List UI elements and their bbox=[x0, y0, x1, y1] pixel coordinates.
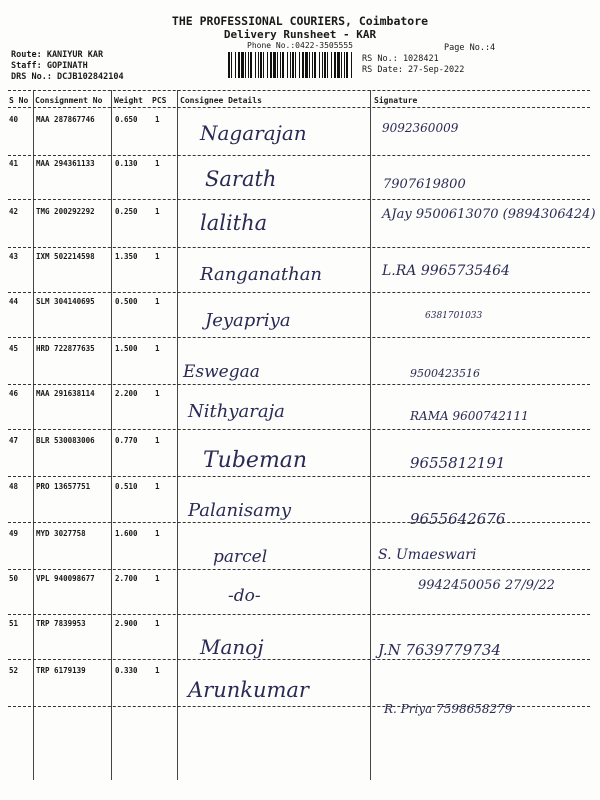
row-signature: 9942450056 27/9/22 bbox=[418, 578, 555, 593]
row-sno: 42 bbox=[9, 207, 19, 216]
drs-number: DRS No.: DCJB102842104 bbox=[11, 72, 124, 82]
col-divider-1 bbox=[33, 90, 34, 780]
row-consignee-name: Nithyaraja bbox=[188, 401, 285, 422]
row-consignee-name: Manoj bbox=[200, 635, 264, 659]
phone-number: Phone No.:0422-3505555 bbox=[247, 41, 353, 50]
row-weight: 0.500 bbox=[115, 297, 138, 306]
col-consignee: Consignee Details bbox=[180, 96, 262, 105]
row-pcs: 1 bbox=[155, 344, 160, 353]
row-divider bbox=[8, 199, 590, 200]
row-divider bbox=[8, 569, 590, 570]
col-divider-2 bbox=[111, 90, 112, 780]
col-divider-4 bbox=[370, 90, 371, 780]
row-signature: AJay 9500613070 (9894306424) bbox=[382, 207, 596, 222]
row-divider bbox=[8, 155, 590, 156]
row-weight: 2.200 bbox=[115, 389, 138, 398]
row-consignee-name: Nagarajan bbox=[200, 121, 307, 145]
row-sno: 51 bbox=[9, 619, 19, 628]
row-consignment-no: MYD 3027758 bbox=[36, 529, 86, 538]
row-weight: 1.350 bbox=[115, 252, 138, 261]
header-rule-top bbox=[8, 90, 590, 91]
row-weight: 2.700 bbox=[115, 574, 138, 583]
row-sno: 52 bbox=[9, 666, 19, 675]
col-signature: Signature bbox=[374, 96, 418, 105]
row-weight: 1.500 bbox=[115, 344, 138, 353]
row-consignment-no: TRP 7839953 bbox=[36, 619, 86, 628]
row-divider bbox=[8, 614, 590, 615]
col-weight: Weight bbox=[114, 96, 143, 105]
row-consignment-no: IXM 502214598 bbox=[36, 252, 95, 261]
rs-date: RS Date: 27-Sep-2022 bbox=[362, 65, 465, 75]
staff-label: Staff: GOPINATH bbox=[11, 61, 88, 71]
row-sno: 47 bbox=[9, 436, 19, 445]
row-pcs: 1 bbox=[155, 207, 160, 216]
row-consignee-name: Arunkumar bbox=[188, 678, 309, 702]
row-divider bbox=[8, 706, 590, 707]
row-sno: 49 bbox=[9, 529, 19, 538]
row-consignee-name: parcel bbox=[213, 547, 268, 567]
row-pcs: 1 bbox=[155, 297, 160, 306]
row-sno: 40 bbox=[9, 115, 19, 124]
row-weight: 0.650 bbox=[115, 115, 138, 124]
col-divider-3 bbox=[177, 90, 178, 780]
row-consignee-name: Palanisamy bbox=[188, 500, 292, 521]
rs-number: RS No.: 1028421 bbox=[362, 54, 439, 64]
row-consignment-no: MAA 294361133 bbox=[36, 159, 95, 168]
route-label: Route: KANIYUR KAR bbox=[11, 50, 104, 60]
row-weight: 0.770 bbox=[115, 436, 138, 445]
row-signature: 9655642676 bbox=[410, 510, 506, 528]
row-divider bbox=[8, 292, 590, 293]
row-sno: 44 bbox=[9, 297, 19, 306]
row-signature: RAMA 9600742111 bbox=[410, 409, 529, 423]
row-consignee-name: Tubeman bbox=[203, 448, 308, 473]
row-signature: 9655812191 bbox=[410, 454, 506, 472]
row-consignment-no: TRP 6179139 bbox=[36, 666, 86, 675]
row-divider bbox=[8, 659, 590, 660]
row-pcs: 1 bbox=[155, 159, 160, 168]
row-sno: 43 bbox=[9, 252, 19, 261]
barcode bbox=[228, 52, 354, 78]
row-consignment-no: VPL 940098677 bbox=[36, 574, 95, 583]
row-weight: 0.510 bbox=[115, 482, 138, 491]
row-pcs: 1 bbox=[155, 252, 160, 261]
row-weight: 0.330 bbox=[115, 666, 138, 675]
row-pcs: 1 bbox=[155, 436, 160, 445]
row-pcs: 1 bbox=[155, 574, 160, 583]
row-divider bbox=[8, 476, 590, 477]
row-consignee-name: Sarath bbox=[205, 167, 277, 191]
row-pcs: 1 bbox=[155, 389, 160, 398]
col-pcs: PCS bbox=[152, 96, 167, 105]
row-divider bbox=[8, 384, 590, 385]
row-consignment-no: PRO 13657751 bbox=[36, 482, 91, 491]
runsheet-title: THE PROFESSIONAL COURIERS, Coimbatore bbox=[171, 14, 429, 28]
row-signature: S. Umaeswari bbox=[378, 547, 477, 563]
row-sno: 46 bbox=[9, 389, 19, 398]
row-consignment-no: MAA 291638114 bbox=[36, 389, 95, 398]
row-consignee-name: Eswegaa bbox=[183, 362, 260, 382]
col-consignment: Consignment No bbox=[35, 96, 103, 105]
row-consignment-no: BLR 530083006 bbox=[36, 436, 95, 445]
row-sno: 41 bbox=[9, 159, 19, 168]
row-weight: 2.900 bbox=[115, 619, 138, 628]
row-consignment-no: TMG 200292292 bbox=[36, 207, 95, 216]
row-consignee-name: Jeyapriya bbox=[205, 310, 291, 331]
row-consignment-no: SLM 304140695 bbox=[36, 297, 95, 306]
row-pcs: 1 bbox=[155, 482, 160, 491]
row-sno: 45 bbox=[9, 344, 19, 353]
col-sno: S No bbox=[9, 96, 29, 105]
row-signature: 9092360009 bbox=[382, 121, 459, 135]
row-weight: 0.250 bbox=[115, 207, 138, 216]
row-signature: 6381701033 bbox=[425, 311, 483, 321]
row-divider bbox=[8, 522, 590, 523]
row-signature: J.N 7639779734 bbox=[378, 641, 501, 659]
runsheet-subtitle: Delivery Runsheet - KAR bbox=[223, 28, 377, 41]
row-consignee-name: lalitha bbox=[200, 211, 268, 235]
row-consignee-name: Ranganathan bbox=[200, 264, 323, 285]
row-consignee-name: -do- bbox=[228, 586, 261, 606]
row-weight: 1.600 bbox=[115, 529, 138, 538]
row-weight: 0.130 bbox=[115, 159, 138, 168]
row-divider bbox=[8, 429, 590, 430]
row-consignment-no: HRD 722877635 bbox=[36, 344, 95, 353]
row-signature: R. Priya 7598658279 bbox=[384, 702, 513, 716]
row-divider bbox=[8, 337, 590, 338]
row-pcs: 1 bbox=[155, 666, 160, 675]
row-consignment-no: MAA 287867746 bbox=[36, 115, 95, 124]
row-divider bbox=[8, 247, 590, 248]
row-sno: 50 bbox=[9, 574, 19, 583]
row-pcs: 1 bbox=[155, 115, 160, 124]
row-signature: 9500423516 bbox=[410, 367, 480, 380]
row-signature: 7907619800 bbox=[383, 177, 466, 192]
page-number: Page No.:4 bbox=[444, 43, 496, 53]
row-pcs: 1 bbox=[155, 529, 160, 538]
row-signature: L.RA 9965735464 bbox=[382, 263, 510, 279]
row-pcs: 1 bbox=[155, 619, 160, 628]
header-rule-bottom bbox=[8, 107, 590, 108]
row-sno: 48 bbox=[9, 482, 19, 491]
